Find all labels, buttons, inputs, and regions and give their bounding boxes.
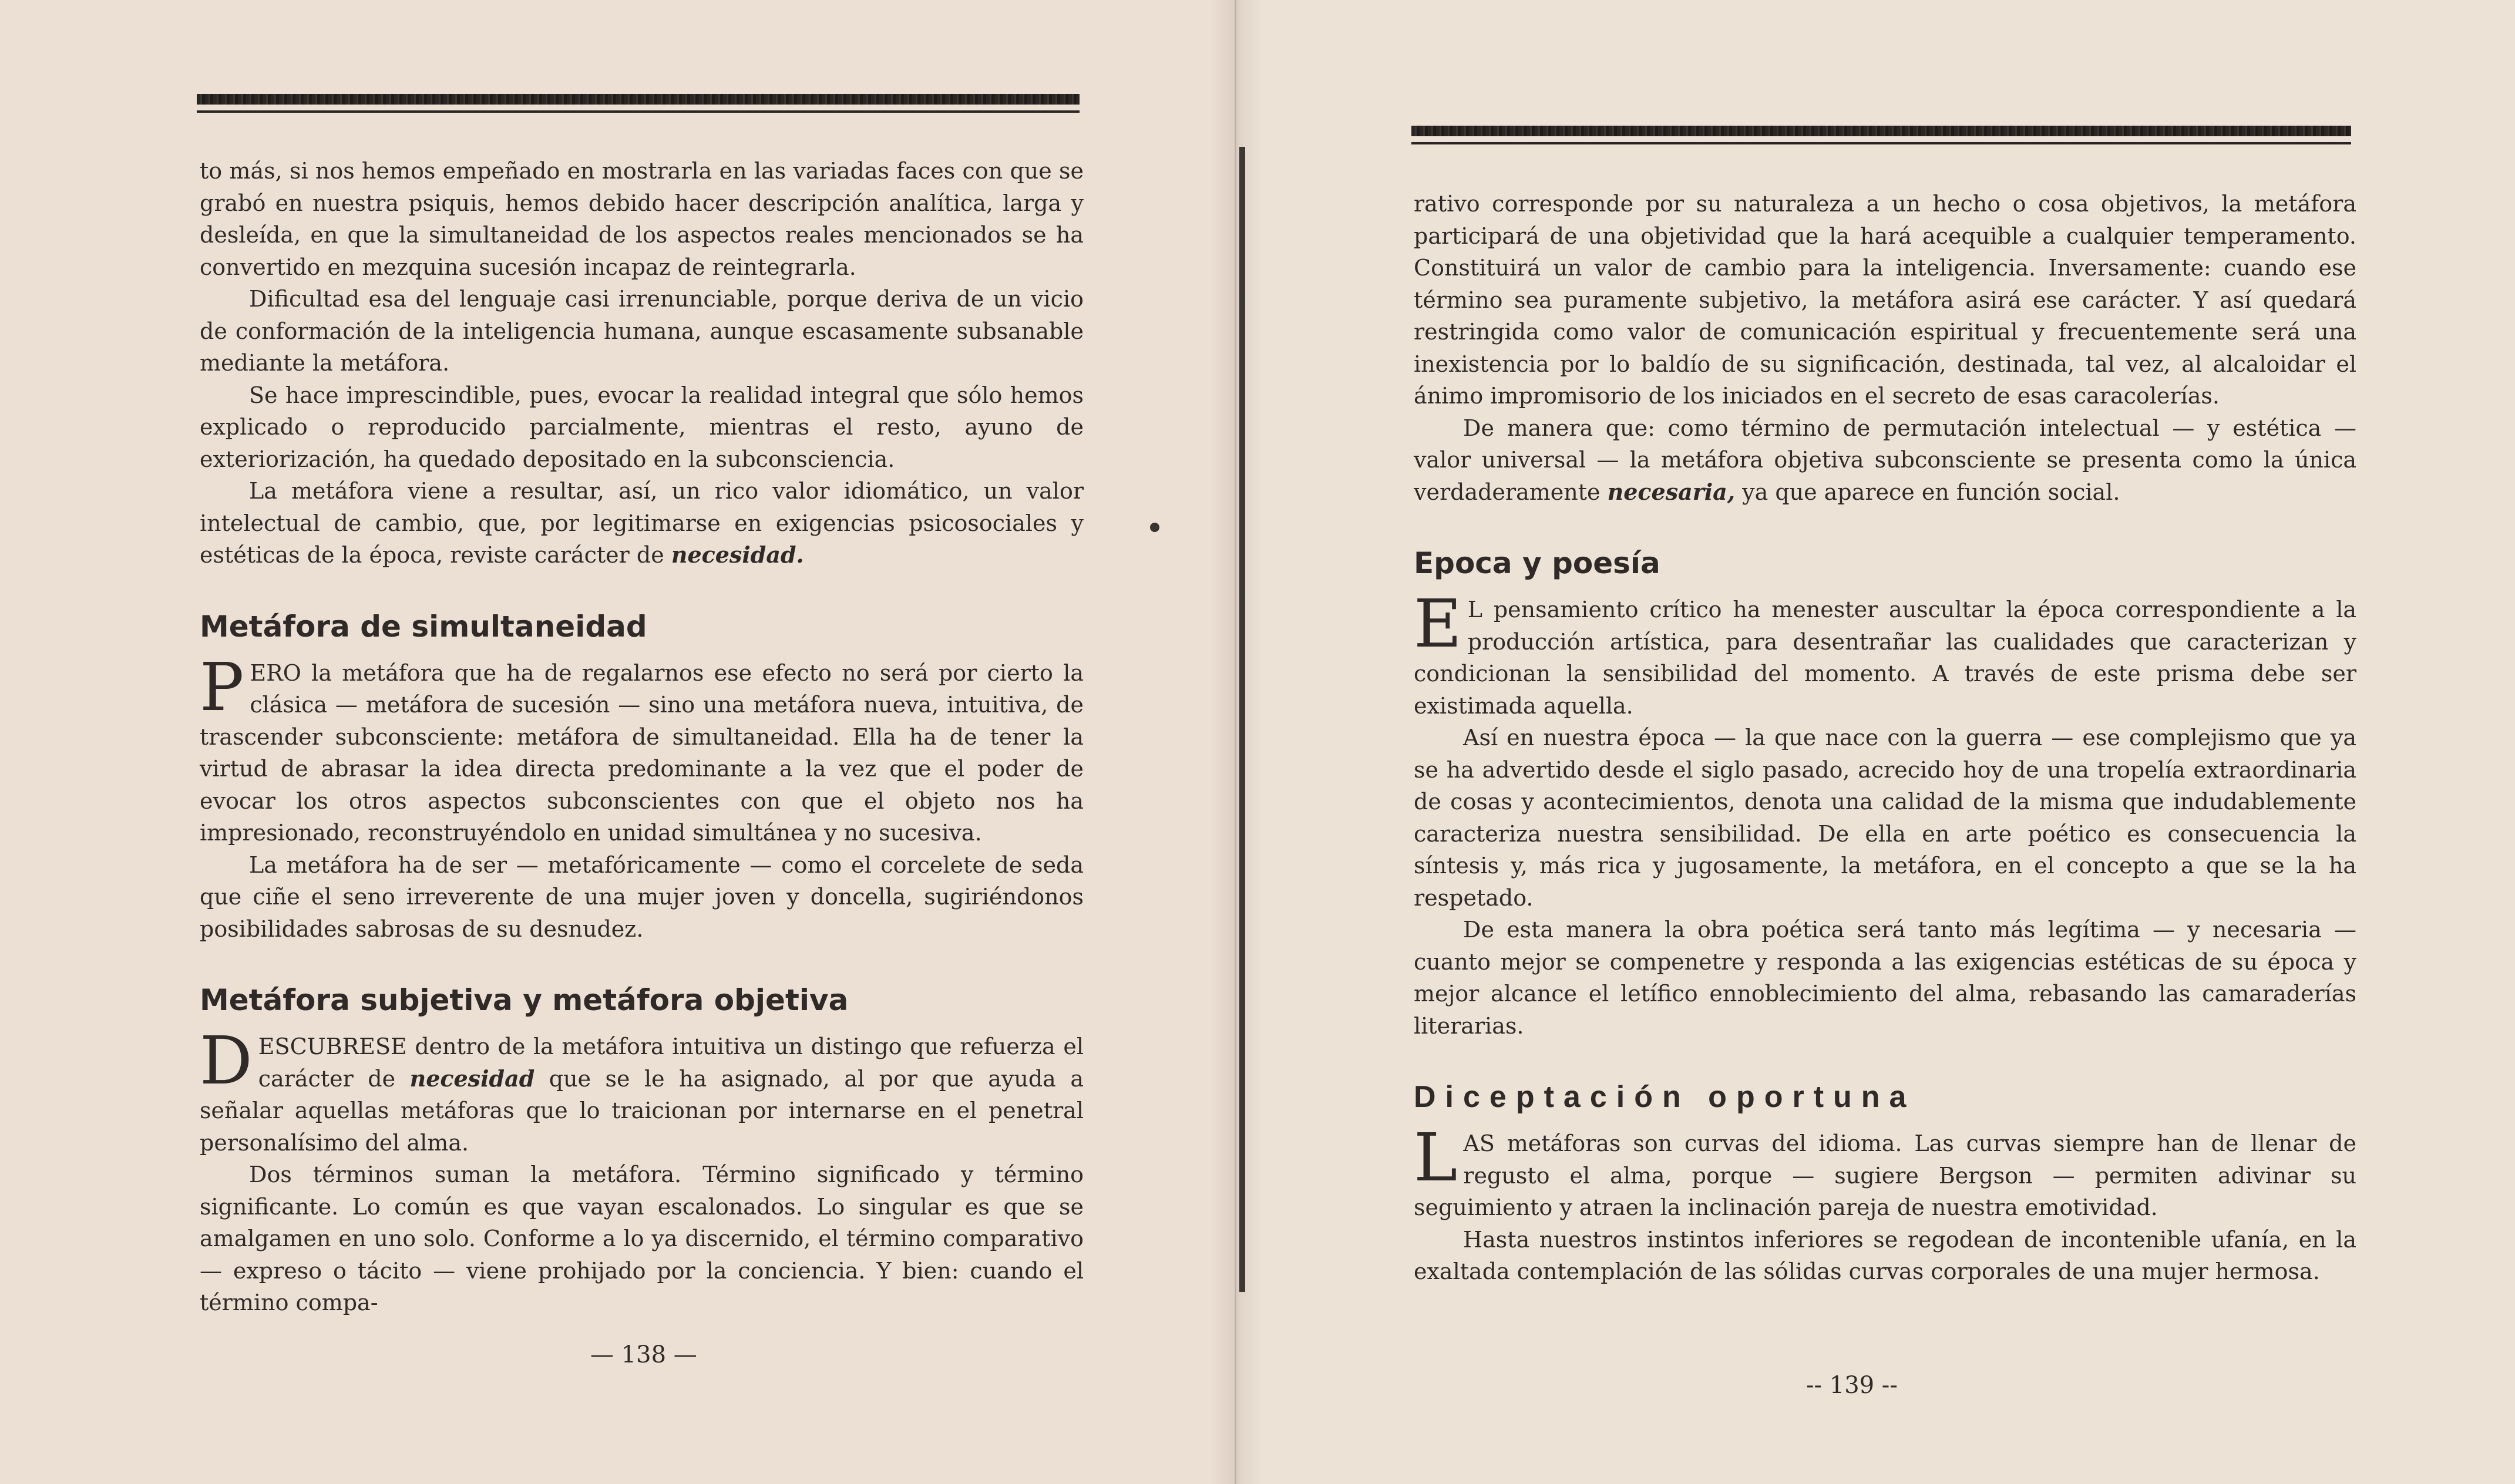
right-text-column: [1414, 188, 2356, 1288]
page-number: — 138 —: [590, 1341, 697, 1368]
paragraph: Así en nuestra época — la que nace con la guerra — ese complejismo que ya se ha advertido desde el siglo pasado, acrecido hoy de una tropelía extraordinaria de cosas y acontecimientos, denota una calidad de la misma que indudablemente caracteriza nuestra sensibilidad. De ella en arte poético es consecuencia la síntesis y, más rica y jugosamente, la metáfora, en el concepto a que se la ha respetado.: [1414, 725, 2356, 911]
drop-cap: D: [200, 1023, 253, 1099]
page-number: -- 139 --: [1806, 1372, 1898, 1399]
section-heading: Metáfora subjetiva y metáfora objetiva: [200, 983, 849, 1017]
paragraph: De manera que: como término de permutación intelectual — y estética — valor universal — la metáfora objetiva subconsciente se presenta como la única verdaderamente necesaria, ya que aparece en función social.: [1414, 415, 2356, 505]
paragraph: LAS metáforas son curvas del idioma. Las curvas siempre han de llenar de regusto el alma, porque — sugiere Bergson — permiten adivinar su seguimiento y atraen la inclinación pareja de nuestra emotividad.: [1414, 1120, 2356, 1220]
binding-thread: [1239, 147, 1245, 1292]
paragraph: Dos términos suman la metáfora. Término significado y término significante. Lo común es que vayan escalonados. Lo singular es que se amalgamen en uno solo. Conforme a lo ya discernido, el término comparativo — expreso o tácito — viene prohijado por la conciencia. Y bien: cuando el término compa-: [200, 1162, 1084, 1315]
left-text-column: [200, 155, 1084, 1319]
drop-cap: P: [200, 649, 244, 726]
paragraph: La metáfora viene a resultar, así, un rico valor idiomático, un valor intelectual de cambio, que, por legitimarse en exigencias psicosociales y estéticas de la época, reviste carácter de necesidad.: [200, 478, 1084, 568]
paragraph: DESCUBRESE dentro de la metáfora intuitiva un distingo que refuerza el carácter de necesidad que se le ha asignado, al por que ayuda a señalar aquellas metáforas que lo traicionan por internarse en el penetral personalísimo del alma.: [200, 1023, 1084, 1156]
paragraph: Hasta nuestros instintos inferiores se regodean de incontenible ufanía, en la exaltada contemplación de las sólidas curvas corporales de una mujer hermosa.: [1414, 1226, 2356, 1284]
drop-cap: E: [1414, 586, 1462, 662]
gutter-shadow: [1210, 0, 1263, 1484]
paragraph: PERO la metáfora que ha de regalarnos ese efecto no será por cierto la clásica — metáfora de sucesión — sino una metáfora nueva, intuitiva, de trascender subconsciente: metáfora de simultaneidad. Ella ha de tener la virtud de abrasar la idea directa predominante a la vez que el poder de evocar los otros aspectos subconscientes con que el objeto nos ha impresionado, reconstruyéndolo en unidad simultánea y no sucesiva.: [200, 649, 1084, 846]
paragraph: La metáfora ha de ser — metafóricamente — como el corcelete de seda que ciñe el seno irreverente de una mujer joven y doncella, sugiriéndonos posibilidades sabrosas de su desnudez.: [200, 852, 1084, 942]
paragraph: De esta manera la obra poética será tanto más legítima — y necesaria — cuanto mejor se compenetre y responda a las exigencias estéticas de su época y mejor alcance el letífico ennoblecimiento del alma, rebasando las camaraderías literarias.: [1414, 917, 2356, 1039]
right-page: [1233, 0, 2515, 1484]
section-heading: Metáfora de simultaneidad: [200, 609, 647, 644]
paragraph: Dificultad esa del lenguaje casi irrenunciable, porque deriva de un vicio de conformación de la inteligencia humana, aunque escasamente subsanable mediante la metáfora.: [200, 286, 1084, 376]
paragraph: Se hace imprescindible, pues, evocar la realidad integral que sólo hemos explicado o reproducido parcialmente, mientras el resto, ayuno de exteriorización, ha quedado depositado en la subconsciencia.: [200, 382, 1084, 472]
section-heading: Epoca y poesía: [1414, 546, 1660, 580]
drop-cap: L: [1414, 1120, 1458, 1196]
left-page: [0, 0, 1233, 1484]
paper-speck: [1150, 523, 1159, 532]
paragraph: E L pensamiento crítico ha menester auscultar la época correspondiente a la producción artística, para desentrañar las cualidades que caracterizan y condicionan la sensibilidad del momento. A través de este prisma debe ser existimada aquella.: [1414, 586, 2356, 719]
page-fold: [1235, 0, 1236, 1484]
paragraph: rativo corresponde por su naturaleza a un hecho o cosa objetivos, la metáfora participará de una objetividad que la hará acequible a cualquier temperamento. Constituirá un valor de cambio para la inteligencia. Inversamente: cuando ese término sea puramente subjetivo, la metáfora asirá ese carácter. Y así quedará restringida como valor de comunicación espiritual y frecuentemente será una inexistencia por lo baldío de su significación, destinada, tal vez, al alcaloidar el ánimo impromisorio de los iniciados en el secreto de esas caracolerías.: [1414, 191, 2356, 409]
section-heading: Diceptación oportuna: [1414, 1080, 1916, 1114]
top-rule: [197, 94, 1080, 113]
top-rule: [1411, 126, 2351, 144]
paragraph: to más, si nos hemos empeñado en mostrarla en las variadas faces con que se grabó en nuestra psiquis, hemos debido hacer descripción analítica, larga y desleída, en que la simultaneidad de los aspectos reales mencionados se ha convertido en mezquina sucesión incapaz de reintegrarla.: [200, 158, 1084, 280]
